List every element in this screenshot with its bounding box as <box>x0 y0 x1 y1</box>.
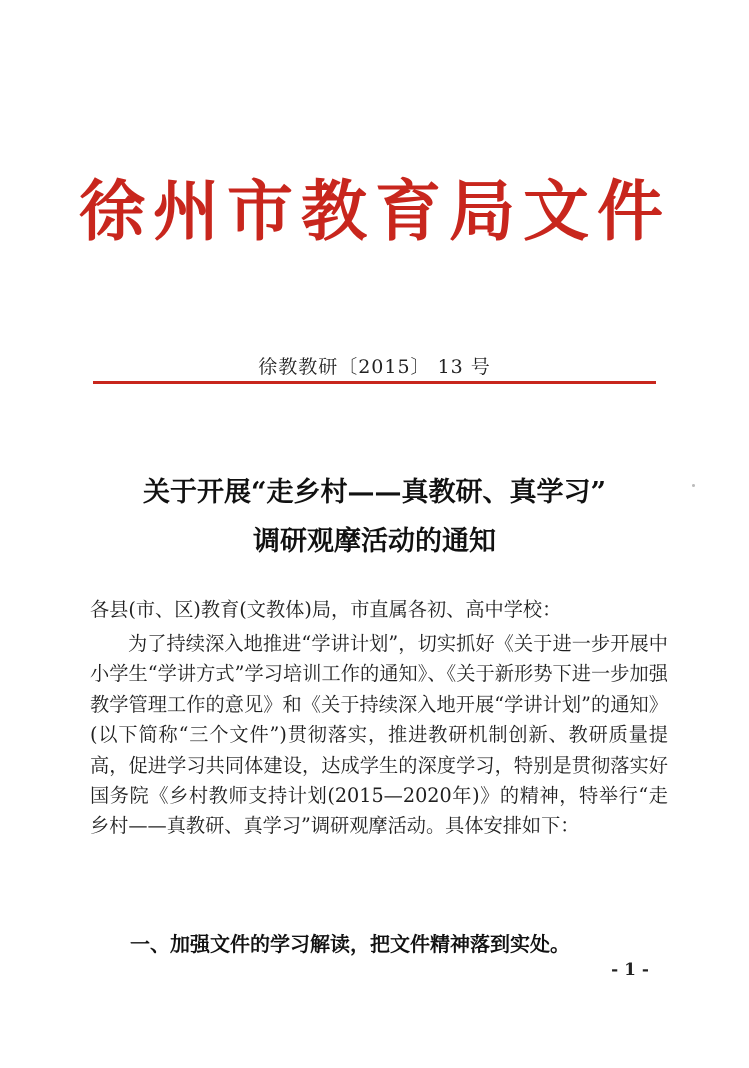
page-number: - 1 - <box>611 960 649 980</box>
salutation: 各县(市、区)教育(文教体)局，市直属各初、高中学校： <box>90 598 562 621</box>
section-heading: 一、加强文件的学习解读，把文件精神落到实处。 <box>130 932 570 956</box>
document-number: 徐教教研〔2015〕 13 号 <box>258 356 491 378</box>
body-paragraph: 为了持续深入地推进“学讲计划”，切实抓好《关于进一步开展中小学生“学讲方式”学习培训工作的通知》、《关于新形势下进一步加强教学管理工作的意见》和《关于持续深入地开展“学讲计划”的通知》(以下简称“三个文件”)贯彻落实，推进教研机制创新、教研质量提高，促进学习共同体建设，达成学生的深度学习，特别是贯彻落实好国务院《乡村教师支持计划(2015—2020年)》的精神，特举行“走乡村——真教研、真学习”调研观摩活动。具体安排如下： <box>90 632 668 838</box>
notice-title-line-2: 调研观摩活动的通知 <box>253 526 496 557</box>
masthead-title: 徐州市教育局文件 <box>79 172 671 250</box>
scan-speck <box>692 484 695 487</box>
red-divider-line <box>93 381 656 384</box>
notice-title-line-1: 关于开展“走乡村——真教研、真学习” <box>142 477 607 508</box>
